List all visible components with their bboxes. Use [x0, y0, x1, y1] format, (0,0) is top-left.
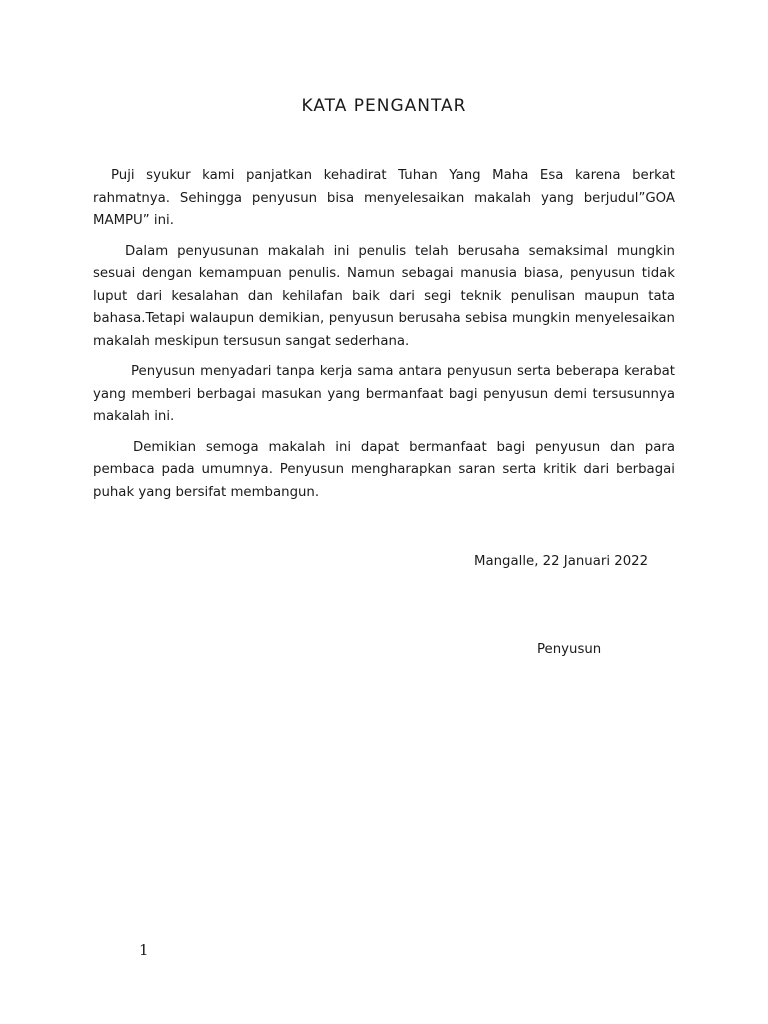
body-text	[93, 165, 675, 512]
paragraph-2: Dalam penyusunan makalah ini penulis telah berusaha semaksimal mungkin sesuai dengan kemampuan penulis. Namun sebagai manusia biasa, penyusun tidak luput dari kesalahan dan kehilafan baik dari segi teknik penulisan maupun tata bahasa.Tetapi walaupun demikian, penyusun berusaha sebisa mungkin menyelesaikan makalah meskipun tersusun sangat sederhana.	[93, 243, 675, 349]
signature-label: Penyusun	[537, 642, 602, 657]
paragraph-4: Demikian semoga makalah ini dapat bermanfaat bagi penyusun dan para pembaca pada umumnya. Penyusun mengharapkan saran serta kritik dari berbagai puhak yang bersifat membangun.	[93, 439, 675, 500]
paragraph-1: Puji syukur kami panjatkan kehadirat Tuhan Yang Maha Esa karena berkat rahmatnya. Sehingga penyusun bisa menyelesaikan makalah yang berjudul”GOA MAMPU” ini.	[93, 168, 675, 228]
page-number: 1	[139, 941, 149, 959]
page-title: KATA PENGANTAR	[301, 96, 467, 116]
paragraph-3: Penyusun menyadari tanpa kerja sama antara penyusun serta beberapa kerabat yang memberi berbagai masukan yang bermanfaat bagi penyusun demi tersusunnya makalah ini.	[93, 364, 675, 424]
place-and-date: Mangalle, 22 Januari 2022	[474, 554, 649, 569]
